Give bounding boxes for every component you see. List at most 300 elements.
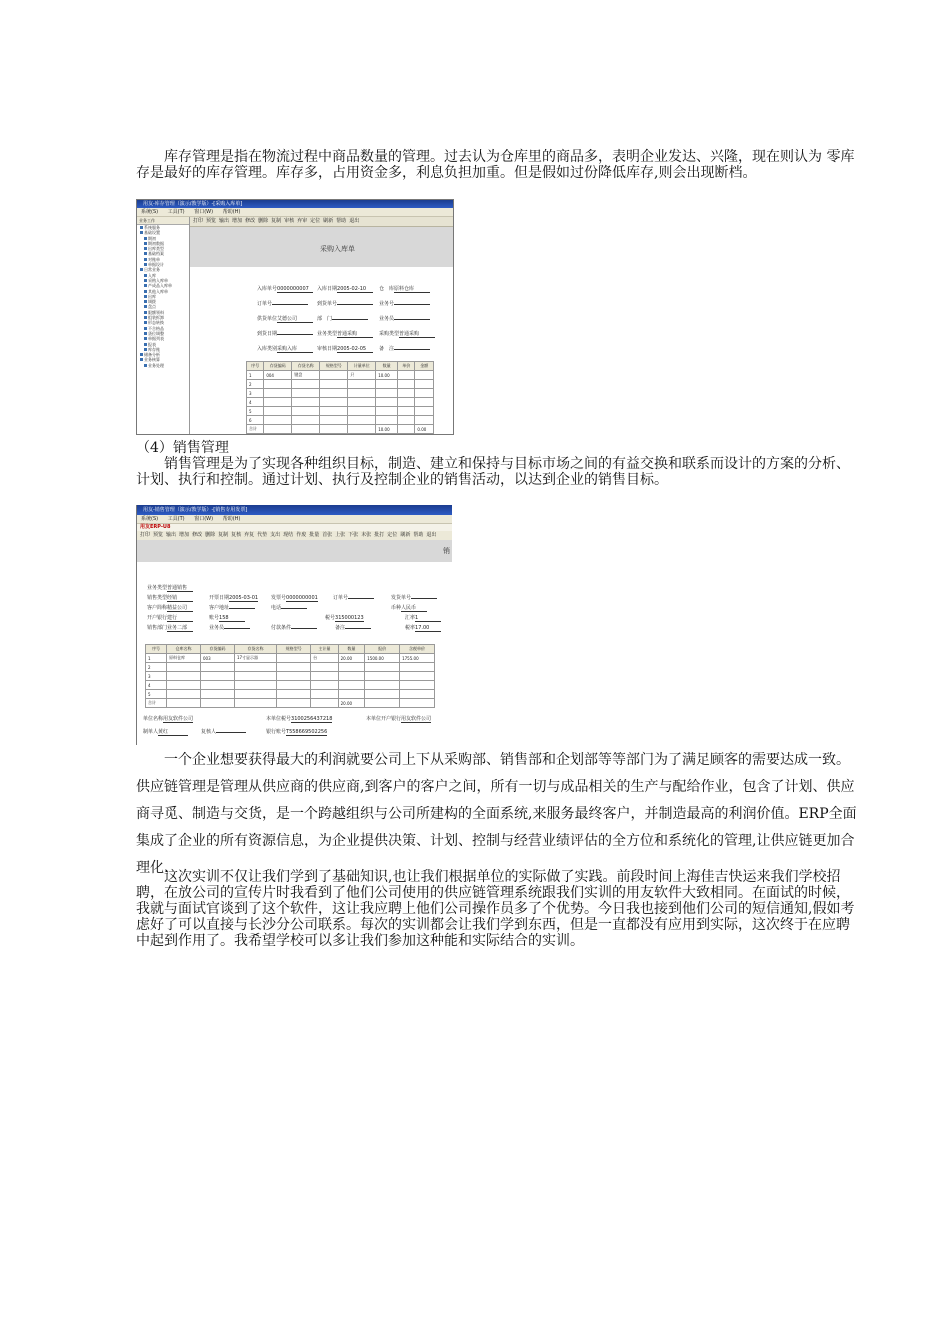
field-label: 税率 [405, 625, 416, 631]
form-field [391, 594, 437, 601]
table-cell [320, 416, 348, 425]
field-label: 销售部门 [147, 625, 168, 631]
folder-icon [144, 332, 147, 335]
table-cell [277, 690, 311, 699]
table-header-row [146, 645, 435, 654]
column-header: 存货编码 [200, 645, 234, 654]
toolbar-button[interactable]: 预览 [206, 218, 217, 224]
column-header: 序号 [146, 645, 167, 654]
field-input[interactable] [394, 304, 430, 305]
column-header: 规格型号 [277, 645, 311, 654]
table-cell [292, 380, 320, 389]
footer-field [201, 728, 246, 735]
folder-icon [144, 252, 147, 255]
form-field [209, 624, 250, 631]
document-title: 采购入库单 [320, 245, 355, 253]
toolbar-button[interactable]: 帮助 [413, 532, 424, 538]
table-cell [167, 699, 201, 708]
table-cell [234, 690, 276, 699]
table-header-row [247, 362, 434, 371]
menu-item[interactable]: 系统(S) [141, 516, 159, 522]
table-row[interactable] [146, 699, 435, 708]
menu-item[interactable]: 帮助(H) [222, 209, 241, 215]
form-field [317, 315, 368, 322]
toolbar-button[interactable]: 首张 [322, 532, 333, 538]
menu-bar [137, 208, 453, 217]
table-cell [320, 380, 348, 389]
toolbar-button[interactable]: 支出 [270, 532, 281, 538]
table-cell: 键盘 [292, 371, 320, 380]
tree-item-label: 业务核算 [144, 357, 160, 363]
toolbar-button[interactable]: 定位 [310, 218, 321, 224]
table-row[interactable] [146, 654, 435, 663]
field-input[interactable]: 精益公司 [167, 604, 193, 612]
toolbar-button[interactable]: 复核 [231, 532, 242, 538]
column-header: 存货名称 [292, 362, 320, 371]
toolbar [190, 217, 453, 227]
toolbar-button[interactable]: 下张 [348, 532, 359, 538]
folder-icon [144, 237, 147, 240]
field-input[interactable]: 经销 [167, 594, 193, 602]
form-field [391, 604, 427, 612]
table-cell: 1 [247, 371, 264, 380]
table-cell [277, 681, 311, 690]
erp-logo: 用友ERP-U8 [137, 524, 452, 531]
table-cell: 5 [146, 690, 167, 699]
column-header: 金额 [415, 362, 434, 371]
window-title: 用友-库存管理（演示/教学版）-[采购入库单] [137, 200, 453, 208]
folder-icon [140, 268, 143, 271]
field-label: 付款条件 [271, 625, 292, 631]
table-cell [400, 672, 435, 681]
items-table [246, 361, 434, 434]
menu-item[interactable]: 工具(T) [167, 209, 185, 215]
form-field [271, 624, 317, 631]
field-input[interactable]: T558669502256 [286, 729, 328, 735]
table-row[interactable] [247, 425, 434, 434]
field-input[interactable]: 158 [219, 615, 245, 622]
tree-item-label: 系统服务 [144, 225, 160, 230]
table-row[interactable] [146, 663, 435, 672]
inventory-screenshot [136, 199, 454, 435]
form-field [257, 345, 313, 353]
folder-icon [144, 274, 147, 277]
table-row[interactable] [247, 371, 434, 380]
column-header: 含税单价 [400, 645, 435, 654]
table-cell [348, 416, 376, 425]
toolbar-button[interactable]: 现结 [283, 532, 294, 538]
field-label: 汇率 [405, 615, 416, 621]
table-cell [200, 699, 234, 708]
toolbar-button[interactable]: 弃复 [244, 532, 255, 538]
table-cell [311, 663, 339, 672]
table-cell [348, 389, 376, 398]
field-input[interactable] [345, 628, 371, 629]
tree-item-label: 期初数据 [148, 240, 164, 246]
table-cell [200, 663, 234, 672]
menu-bar [137, 515, 452, 524]
field-label: 销售类型 [147, 595, 168, 601]
table-cell [365, 672, 400, 681]
tree-item-label: 单据列表 [148, 336, 164, 342]
field-label: 入库日期 [317, 286, 338, 292]
table-cell: 1755.00 [400, 654, 435, 663]
form-field [147, 594, 193, 602]
tree-item[interactable] [137, 363, 189, 368]
field-input[interactable]: 0000000007 [277, 286, 313, 293]
table-cell: 1 [146, 654, 167, 663]
tree-item-label: 货位调整 [148, 330, 164, 336]
column-header: 数量 [376, 362, 398, 371]
form-field [379, 285, 430, 293]
form-field [379, 315, 430, 322]
table-cell [398, 389, 415, 398]
table-cell [398, 371, 415, 380]
field-input[interactable] [337, 304, 373, 305]
field-label: 备注 [335, 625, 346, 631]
items-table [145, 644, 435, 708]
toolbar-button[interactable]: 末张 [361, 532, 372, 538]
form-field [317, 300, 373, 307]
toolbar-button[interactable]: 弃审 [297, 218, 308, 224]
form-field [257, 330, 313, 337]
paragraph-supply-chain: 一个企业想要获得最大的利润就要公司上下从采购部、销售部和企划部等等部门为了满足顾客的需要达成一致。供应链管理是管理从供应商的供应商,到客户的客户之间，所有一切与成品相关的生产与配给作业，包含了计划、供应商寻觅、制造与交货，是一个跨越组织与公司所建构的全面系统,来服务最终客户，并制造最高的利润价值。ERP全面集成了企业的所有资源信息，为企业提供决策、计划、控制与经营业绩评估的全方位和系统化的管理,让供应链更加合理化. [136, 752, 857, 876]
menu-item[interactable]: 帮助(H) [222, 516, 241, 522]
table-cell [338, 663, 365, 672]
tree-header: 业务工作 [137, 217, 189, 225]
toolbar-button[interactable]: 退出 [426, 532, 437, 538]
field-input[interactable]: 用友软件公司 [163, 716, 194, 722]
toolbar-button[interactable]: 代垫 [257, 532, 268, 538]
table-cell [348, 407, 376, 416]
tree-item-label: 组装拆卸 [148, 315, 164, 321]
form-header-area [137, 540, 452, 562]
table-row[interactable] [247, 398, 434, 407]
folder-icon [144, 279, 147, 282]
table-cell [376, 380, 398, 389]
folder-icon [144, 327, 147, 330]
table-cell: 2 [146, 663, 167, 672]
table-cell [264, 389, 292, 398]
field-label: 供货单位 [257, 316, 278, 322]
field-input[interactable]: 2005-03-01 [229, 595, 259, 601]
field-input[interactable]: 采购入库 [277, 345, 313, 353]
table-cell [320, 407, 348, 416]
table-cell: 10.00 [376, 371, 398, 380]
toolbar-button[interactable]: 打印 [193, 218, 204, 224]
table-cell [200, 690, 234, 699]
field-input[interactable] [281, 608, 307, 609]
table-cell [234, 699, 276, 708]
field-input[interactable]: 2005-02-10 [337, 286, 373, 293]
toolbar-button[interactable]: 修改 [192, 532, 203, 538]
tree-item-label: 产成品入库单 [148, 283, 172, 289]
tree-item-label: 出库 [148, 293, 156, 299]
toolbar-button[interactable]: 预览 [153, 532, 164, 538]
form-field [317, 345, 373, 353]
table-cell [292, 398, 320, 407]
table-cell [264, 425, 292, 434]
field-input[interactable]: 2005-02-05 [337, 346, 373, 353]
field-label: 到货单号 [317, 301, 338, 307]
field-input[interactable]: 315000123 [335, 615, 364, 621]
table-cell [292, 416, 320, 425]
field-input[interactable]: 原料仓库 [394, 285, 430, 293]
form-field [271, 594, 318, 602]
table-row[interactable] [247, 389, 434, 398]
table-cell: 3 [247, 389, 264, 398]
toolbar-button[interactable]: 删除 [205, 532, 216, 538]
table-cell [400, 699, 435, 708]
folder-icon [144, 290, 147, 293]
tree-item-label: 日常业务 [144, 267, 160, 273]
menu-item[interactable]: 窗口(W) [194, 209, 214, 215]
form-field [209, 594, 258, 602]
column-header: 存货名称 [234, 645, 276, 654]
navigation-tree [137, 217, 190, 434]
toolbar-button[interactable]: 审核 [284, 218, 295, 224]
table-cell [415, 380, 434, 389]
toolbar-button[interactable]: 增加 [232, 218, 243, 224]
tree-item-label: 对账单 [148, 256, 160, 262]
field-input[interactable]: 0000000001 [286, 595, 318, 601]
table-cell: 003 [200, 654, 234, 663]
field-input[interactable]: 3100256437218 [291, 716, 333, 722]
menu-item[interactable]: 系统(S) [141, 209, 159, 215]
field-input[interactable]: 17.00 [415, 625, 441, 632]
tree-item-label: 基础档案 [148, 251, 164, 257]
field-label: 单位名称 [143, 716, 164, 722]
folder-icon [144, 311, 147, 314]
field-input[interactable]: 业务二部 [167, 624, 193, 632]
form-field [325, 614, 364, 622]
tree-item-label: 调拨 [148, 299, 156, 305]
table-cell: 20.00 [338, 654, 365, 663]
form-field [147, 604, 193, 612]
field-input[interactable]: 黄红 [158, 728, 188, 736]
table-cell [348, 425, 376, 434]
field-input[interactable] [277, 334, 313, 335]
sales-screenshot [136, 505, 452, 745]
folder-icon [144, 284, 147, 287]
table-row[interactable] [247, 416, 434, 425]
tree-item-label: 单据设计 [148, 262, 164, 268]
table-cell [415, 407, 434, 416]
table-cell [277, 654, 311, 663]
field-input[interactable] [394, 349, 430, 350]
field-label: 业务员 [209, 625, 225, 631]
form-field [379, 345, 430, 352]
field-input[interactable]: 用友软件公司 [401, 716, 432, 722]
table-cell [398, 380, 415, 389]
table-row[interactable] [146, 681, 435, 690]
toolbar-button[interactable]: 增加 [179, 532, 190, 538]
table-row[interactable] [247, 407, 434, 416]
table-cell: 4 [146, 681, 167, 690]
form-field [209, 604, 255, 611]
field-label: 开票日期 [209, 595, 230, 601]
table-cell [234, 672, 276, 681]
field-input[interactable] [411, 598, 437, 599]
form-field [333, 594, 374, 601]
field-input[interactable]: 普通采购 [399, 330, 435, 338]
table-cell [167, 672, 201, 681]
field-label: 发货单号 [391, 595, 412, 601]
table-cell [365, 690, 400, 699]
tree-item-label: 不合格品 [148, 325, 164, 331]
table-cell [400, 681, 435, 690]
table-cell [376, 389, 398, 398]
toolbar-button[interactable]: 复制 [218, 532, 229, 538]
field-input[interactable] [291, 628, 317, 629]
field-label: 账号 [209, 615, 220, 621]
table-cell: 合计 [146, 699, 167, 708]
table-cell [277, 699, 311, 708]
table-cell [200, 672, 234, 681]
toolbar-button[interactable]: 批打 [374, 532, 385, 538]
column-header: 报价 [365, 645, 400, 654]
table-cell: 5 [247, 407, 264, 416]
form-field [335, 624, 371, 631]
field-input[interactable] [394, 319, 430, 320]
section-heading-sales: （4）销售管理 [136, 440, 229, 456]
table-cell [348, 398, 376, 407]
document-title: 销 [443, 547, 450, 555]
table-cell [365, 663, 400, 672]
table-cell [200, 681, 234, 690]
paragraph-sales: 销售管理是为了实现各种组织目标，制造、建立和保持与目标市场之间的有益交换和联系而设计的方案的分析、计划、执行和控制。通过计划、执行及控制企业的销售活动，以达到企业的销售目标。 [136, 456, 850, 488]
toolbar-button[interactable]: 打印 [140, 532, 151, 538]
table-cell [415, 398, 434, 407]
table-cell [167, 690, 201, 699]
table-cell [292, 407, 320, 416]
toolbar-button[interactable]: 刷新 [400, 532, 411, 538]
field-input[interactable]: 普通销售 [167, 584, 193, 592]
table-cell [167, 663, 201, 672]
table-cell [415, 389, 434, 398]
table-cell: 2 [247, 380, 264, 389]
field-input[interactable] [216, 732, 246, 733]
toolbar-button[interactable]: 定位 [387, 532, 398, 538]
table-cell [320, 371, 348, 380]
toolbar-button[interactable]: 复制 [271, 218, 282, 224]
field-input[interactable]: 建行 [167, 614, 193, 622]
field-input[interactable]: 普通采购 [337, 330, 373, 338]
form-field [405, 624, 441, 632]
table-cell [376, 407, 398, 416]
field-input[interactable] [348, 598, 374, 599]
footer-field [366, 715, 431, 723]
field-label: 币种 [391, 605, 402, 611]
folder-icon [144, 348, 147, 351]
form-field [257, 300, 308, 307]
form-header-area [190, 217, 453, 267]
column-header: 序号 [247, 362, 264, 371]
table-cell [338, 672, 365, 681]
table-cell [400, 690, 435, 699]
table-cell [398, 416, 415, 425]
table-cell: 20.00 [338, 699, 365, 708]
field-label: 银行账号 [266, 729, 287, 735]
table-cell [400, 663, 435, 672]
table-cell: 004 [264, 371, 292, 380]
field-input[interactable] [229, 608, 255, 609]
field-input[interactable]: 1 [415, 615, 441, 622]
menu-item[interactable]: 工具(T) [167, 516, 185, 522]
toolbar-button[interactable]: 批量 [309, 532, 320, 538]
folder-icon [144, 316, 147, 319]
footer-field [266, 715, 332, 723]
folder-icon [144, 337, 147, 340]
form-field [379, 300, 430, 307]
toolbar-button[interactable]: 输出 [166, 532, 177, 538]
tree-item-label: 报表 [148, 341, 156, 347]
form-field [147, 624, 193, 632]
table-cell [398, 407, 415, 416]
toolbar-button[interactable]: 删除 [258, 218, 269, 224]
window-title: 用友-销售管理（演示/教学版）-[销售专用发票] [137, 505, 452, 515]
table-cell [365, 699, 400, 708]
field-input[interactable] [272, 304, 308, 305]
table-cell [311, 672, 339, 681]
toolbar-button[interactable]: 作废 [296, 532, 307, 538]
column-header: 单价 [398, 362, 415, 371]
toolbar-button[interactable]: 修改 [245, 218, 256, 224]
field-label: 入库类别 [257, 346, 278, 352]
field-input[interactable]: 人民币 [401, 604, 427, 612]
paragraph-training-reflection: 这次实训不仅让我们学到了基础知识,也让我们根据单位的实际做了实践。前段时间上海佳吉快运来我们学校招聘，在放公司的宣传片时我看到了他们公司使用的供应链管理系统跟我们实训的用友软件大致相同。在面试的时候，我就与面试官谈到了这个软件，这让我应聘上他们公司操作员多了个优势。今日我也接到他们公司的短信通知,假如考虑好了可以直接与长沙分公司联系。每次的实训都会让我们学到东西，但是一直都没有应用到实际，这次终于在应聘中起到作用了。我希望学校可以多让我们参加这种能和实际结合的实训。 [136, 869, 855, 949]
table-cell [376, 398, 398, 407]
toolbar-button[interactable]: 上张 [335, 532, 346, 538]
field-label: 业务类型 [147, 585, 168, 591]
tree-item-label: 基础设置 [144, 230, 160, 236]
folder-icon [144, 258, 147, 261]
folder-icon [144, 295, 147, 298]
form-field [317, 330, 373, 338]
form-field [379, 330, 435, 338]
table-row[interactable] [247, 380, 434, 389]
toolbar-button[interactable]: 刷新 [323, 218, 334, 224]
toolbar-button[interactable]: 输出 [219, 218, 230, 224]
table-cell [338, 690, 365, 699]
table-cell [311, 681, 339, 690]
toolbar-button[interactable]: 退出 [349, 218, 360, 224]
field-input[interactable] [224, 628, 250, 629]
toolbar-button[interactable]: 帮助 [336, 218, 347, 224]
column-header: 规格型号 [320, 362, 348, 371]
folder-icon [144, 300, 147, 303]
table-cell [292, 425, 320, 434]
form-field [317, 285, 373, 293]
folder-icon [140, 358, 143, 361]
table-row[interactable] [146, 672, 435, 681]
field-label: 客户简称 [147, 605, 168, 611]
tree-item-label: 盘点 [148, 304, 156, 310]
field-input[interactable] [332, 319, 368, 320]
field-label: 审核日期 [317, 346, 338, 352]
form-field [405, 614, 441, 622]
folder-icon [140, 226, 143, 229]
form-field [209, 614, 245, 622]
table-cell [167, 681, 201, 690]
field-label: 税号 [325, 615, 336, 621]
folder-icon [144, 263, 147, 266]
table-cell [376, 416, 398, 425]
field-input[interactable]: 艾德公司 [277, 315, 313, 323]
table-row[interactable] [146, 690, 435, 699]
menu-item[interactable]: 窗口(W) [194, 516, 214, 522]
table-cell [277, 663, 311, 672]
